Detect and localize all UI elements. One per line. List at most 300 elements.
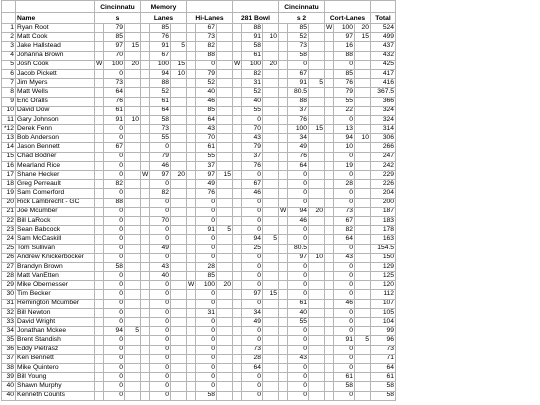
bonus-cell: [217, 272, 233, 281]
bonus-cell: [125, 51, 141, 60]
score-cell: 43: [288, 354, 309, 363]
bonus-cell: [217, 373, 233, 382]
flag-cell: [187, 97, 196, 106]
table-row: [2, 79, 396, 88]
bonus-cell: [309, 272, 325, 281]
bowler-name-cell: Mike Quintero: [16, 363, 95, 372]
bonus-cell: [263, 363, 279, 372]
score-cell: 61: [242, 51, 263, 60]
flag-cell: [187, 318, 196, 327]
score-cell: 0: [288, 345, 309, 354]
bonus-cell: [355, 180, 371, 189]
bowler-name-cell: Chad Bodner: [16, 152, 95, 161]
flag-cell: [325, 253, 334, 262]
rank-cell: 31: [2, 299, 16, 308]
header-hi-lanes: Hi-Lanes: [187, 13, 233, 24]
score-cell: 0: [288, 235, 309, 244]
bowler-name-cell: David Wright: [16, 318, 95, 327]
table-row: [2, 60, 396, 69]
flag-cell: [325, 97, 334, 106]
score-cell: 0: [150, 235, 171, 244]
flag-cell: [233, 363, 242, 372]
bonus-cell: [263, 354, 279, 363]
score-cell: 82: [196, 42, 217, 51]
bonus-cell: [217, 42, 233, 51]
bonus-cell: [309, 115, 325, 124]
flag-cell: [95, 244, 104, 253]
flag-cell: [141, 115, 150, 124]
bonus-cell: [309, 51, 325, 60]
score-cell: 0: [242, 216, 263, 225]
score-cell: 73: [150, 125, 171, 134]
bonus-cell: [171, 308, 187, 317]
total-cell: 104: [371, 318, 396, 327]
bonus-cell: 5: [309, 79, 325, 88]
table-row: [2, 382, 396, 391]
score-cell: 85: [288, 24, 309, 33]
bowler-name-cell: Bill Newton: [16, 308, 95, 317]
flag-cell: [325, 244, 334, 253]
bowler-name-cell: Remington Mcumber: [16, 299, 95, 308]
bonus-cell: [171, 198, 187, 207]
bonus-cell: [355, 373, 371, 382]
bowler-name-cell: Sam Comerford: [16, 189, 95, 198]
rank-cell: 3: [2, 42, 16, 51]
bonus-cell: 15: [263, 290, 279, 299]
score-cell: 28: [334, 180, 355, 189]
flag-cell: [233, 51, 242, 60]
score-cell: 0: [104, 290, 125, 299]
score-cell: 64: [196, 115, 217, 124]
score-cell: 0: [196, 60, 217, 69]
score-cell: 82: [334, 226, 355, 235]
bonus-cell: [263, 216, 279, 225]
flag-cell: [95, 373, 104, 382]
bonus-cell: [263, 125, 279, 134]
total-cell: 107: [371, 299, 396, 308]
score-cell: 79: [104, 24, 125, 33]
flag-cell: [325, 299, 334, 308]
bonus-cell: [263, 382, 279, 391]
bowler-name-cell: Bob Anderson: [16, 134, 95, 143]
score-cell: 88: [334, 51, 355, 60]
bonus-cell: [263, 42, 279, 51]
score-cell: 0: [104, 363, 125, 372]
score-cell: 37: [196, 161, 217, 170]
flag-cell: [95, 262, 104, 271]
flag-cell: [233, 115, 242, 124]
score-cell: 0: [104, 253, 125, 262]
score-cell: 0: [288, 262, 309, 271]
score-cell: 0: [150, 226, 171, 235]
score-cell: 0: [334, 198, 355, 207]
bonus-cell: [217, 253, 233, 262]
bowler-name-cell: Mearland Rice: [16, 161, 95, 170]
bonus-cell: [309, 318, 325, 327]
score-cell: 67: [242, 180, 263, 189]
flag-cell: [279, 69, 288, 78]
table-row: [2, 216, 396, 225]
score-cell: 0: [196, 235, 217, 244]
score-cell: 0: [288, 226, 309, 235]
bonus-cell: [217, 290, 233, 299]
score-cell: 0: [104, 69, 125, 78]
flag-cell: [141, 134, 150, 143]
total-cell: 99: [371, 327, 396, 336]
bonus-cell: [125, 161, 141, 170]
bonus-cell: [309, 69, 325, 78]
rank-cell: 34: [2, 327, 16, 336]
bonus-cell: [217, 106, 233, 115]
bonus-cell: [125, 134, 141, 143]
flag-cell: [233, 125, 242, 134]
bonus-cell: [217, 134, 233, 143]
score-cell: 61: [104, 106, 125, 115]
table-row: [2, 51, 396, 60]
score-cell: 0: [242, 171, 263, 180]
flag-cell: W: [188, 280, 195, 288]
header-281-bowl: 281 Bowl: [233, 13, 279, 24]
flag-cell: [325, 171, 334, 180]
bonus-cell: [125, 24, 141, 33]
flag-cell: [141, 391, 150, 400]
bonus-cell: [217, 180, 233, 189]
bonus-cell: [125, 97, 141, 106]
flag-cell: [233, 235, 242, 244]
score-cell: 40: [242, 97, 263, 106]
score-cell: 0: [150, 299, 171, 308]
bonus-cell: [263, 327, 279, 336]
flag-cell: [187, 198, 196, 207]
rank-cell: 35: [2, 336, 16, 345]
flag-cell: W: [142, 170, 149, 178]
flag-cell: [325, 318, 334, 327]
bonus-cell: [309, 216, 325, 225]
bonus-cell: [171, 272, 187, 281]
bonus-cell: [263, 134, 279, 143]
score-cell: 0: [104, 189, 125, 198]
bowler-name-cell: Sean Babcock: [16, 226, 95, 235]
flag-cell: [279, 336, 288, 345]
bonus-cell: [171, 253, 187, 262]
score-cell: 28: [196, 262, 217, 271]
table-row: [2, 207, 396, 216]
bonus-cell: 20: [309, 207, 325, 216]
bonus-cell: 15: [217, 171, 233, 180]
flag-cell: [187, 24, 196, 33]
flag-cell: [325, 216, 334, 225]
rank-cell: 23: [2, 226, 16, 235]
score-cell: 43: [242, 134, 263, 143]
flag-cell: [141, 336, 150, 345]
flag-cell: [95, 391, 104, 400]
score-cell: 0: [196, 363, 217, 372]
total-cell: 432: [371, 51, 396, 60]
flag-cell: [95, 354, 104, 363]
score-cell: 25: [242, 244, 263, 253]
score-cell: 0: [104, 299, 125, 308]
score-cell: 58: [150, 115, 171, 124]
bowler-name-cell: Brent Standish: [16, 336, 95, 345]
flag-cell: [141, 42, 150, 51]
flag-cell: [325, 88, 334, 97]
score-cell: 76: [104, 97, 125, 106]
flag-cell: [233, 24, 242, 33]
bonus-cell: [309, 60, 325, 69]
flag-cell: [325, 308, 334, 317]
flag-cell: [279, 88, 288, 97]
bonus-cell: 20: [217, 281, 233, 290]
flag-cell: [95, 318, 104, 327]
score-cell: 0: [150, 354, 171, 363]
flag-cell: [187, 171, 196, 180]
total-cell: 129: [371, 262, 396, 271]
bonus-cell: 10: [309, 253, 325, 262]
bonus-cell: 15: [309, 125, 325, 134]
score-cell: 0: [196, 345, 217, 354]
flag-cell: [233, 262, 242, 271]
table-row: [2, 327, 396, 336]
total-cell: 366: [371, 97, 396, 106]
flag-cell: [95, 143, 104, 152]
bonus-cell: [217, 79, 233, 88]
score-cell: 64: [334, 235, 355, 244]
bonus-cell: [125, 69, 141, 78]
score-cell: 0: [242, 281, 263, 290]
bonus-cell: [263, 226, 279, 235]
rank-cell: 11: [2, 115, 16, 124]
flag-cell: [279, 143, 288, 152]
bonus-cell: [309, 198, 325, 207]
bonus-cell: [217, 143, 233, 152]
flag-cell: [187, 79, 196, 88]
bonus-cell: [309, 88, 325, 97]
flag-cell: [141, 207, 150, 216]
score-cell: 43: [334, 253, 355, 262]
bonus-cell: [125, 198, 141, 207]
bonus-cell: [263, 207, 279, 216]
bonus-cell: [355, 125, 371, 134]
flag-cell: [141, 345, 150, 354]
standings-sheet: [1, 0, 396, 401]
bonus-cell: [217, 327, 233, 336]
flag-cell: [233, 88, 242, 97]
flag-cell: [233, 198, 242, 207]
flag-cell: [141, 24, 150, 33]
bowler-name-cell: Eddy Pietrasz: [16, 345, 95, 354]
rank-cell: 36: [2, 345, 16, 354]
rank-cell: 19: [2, 189, 16, 198]
bonus-cell: [125, 345, 141, 354]
score-cell: 0: [150, 281, 171, 290]
flag-cell: [187, 180, 196, 189]
rank-cell: 7: [2, 79, 16, 88]
score-cell: 79: [150, 152, 171, 161]
flag-cell: [233, 308, 242, 317]
score-cell: 100: [196, 281, 217, 290]
score-cell: 61: [334, 373, 355, 382]
bonus-cell: [125, 272, 141, 281]
flag-cell: [325, 180, 334, 189]
bonus-cell: [263, 336, 279, 345]
score-cell: 0: [104, 318, 125, 327]
bonus-cell: [263, 198, 279, 207]
total-cell: 64: [371, 363, 396, 372]
flag-cell: [95, 79, 104, 88]
score-cell: 0: [104, 152, 125, 161]
flag-cell: [325, 152, 334, 161]
bonus-cell: [125, 216, 141, 225]
flag-cell: [95, 115, 104, 124]
bowler-name-cell: Ryan Root: [16, 24, 95, 33]
flag-cell: [187, 207, 196, 216]
flag-cell: [95, 327, 104, 336]
bonus-cell: [355, 272, 371, 281]
flag-cell: [279, 79, 288, 88]
flag-cell: [233, 189, 242, 198]
table-row: [2, 226, 396, 235]
bowler-name-cell: Jonathan Mckee: [16, 327, 95, 336]
rank-cell: 33: [2, 318, 16, 327]
flag-cell: [279, 363, 288, 372]
bonus-cell: [355, 69, 371, 78]
flag-cell: [233, 345, 242, 354]
score-cell: 0: [196, 244, 217, 253]
bonus-cell: [309, 373, 325, 382]
flag-cell: [233, 226, 242, 235]
bonus-cell: [355, 115, 371, 124]
bonus-cell: [217, 69, 233, 78]
score-cell: 0: [104, 244, 125, 253]
table-row: [2, 299, 396, 308]
flag-cell: [95, 281, 104, 290]
flag-cell: [187, 143, 196, 152]
flag-cell: [279, 115, 288, 124]
flag-cell: [187, 290, 196, 299]
bonus-cell: [355, 189, 371, 198]
bonus-cell: [355, 106, 371, 115]
bonus-cell: [263, 161, 279, 170]
rank-cell: 18: [2, 180, 16, 189]
bonus-cell: [125, 363, 141, 372]
score-cell: 34: [288, 134, 309, 143]
flag-cell: [95, 134, 104, 143]
flag-cell: [95, 299, 104, 308]
flag-cell: [187, 60, 196, 69]
bonus-cell: [217, 97, 233, 106]
bowler-name-cell: Tim Becker: [16, 290, 95, 299]
bowler-name-cell: Matt VanEtten: [16, 272, 95, 281]
bonus-cell: [355, 207, 371, 216]
bonus-cell: [125, 391, 141, 400]
bonus-cell: [309, 161, 325, 170]
flag-cell: [141, 281, 150, 290]
score-cell: 64: [242, 363, 263, 372]
score-cell: 13: [334, 125, 355, 134]
flag-cell: [233, 327, 242, 336]
flag-cell: [187, 272, 196, 281]
bonus-cell: [263, 262, 279, 271]
bonus-cell: [355, 345, 371, 354]
total-cell: 242: [371, 161, 396, 170]
flag-cell: [233, 244, 242, 253]
bonus-cell: [355, 382, 371, 391]
score-cell: 82: [104, 180, 125, 189]
bonus-cell: [125, 262, 141, 271]
bonus-cell: [263, 253, 279, 262]
total-cell: 58: [371, 391, 396, 400]
rank-cell: 8: [2, 88, 16, 97]
bonus-cell: [263, 391, 279, 400]
flag-cell: [95, 42, 104, 51]
bonus-cell: [309, 308, 325, 317]
bonus-cell: [125, 382, 141, 391]
flag-cell: [141, 189, 150, 198]
bonus-cell: [309, 171, 325, 180]
bonus-cell: [309, 262, 325, 271]
bonus-cell: [217, 244, 233, 253]
flag-cell: [279, 354, 288, 363]
total-cell: 163: [371, 235, 396, 244]
score-cell: 94: [334, 134, 355, 143]
score-cell: 70: [104, 51, 125, 60]
score-cell: 73: [104, 79, 125, 88]
score-cell: 0: [104, 134, 125, 143]
flag-cell: [325, 382, 334, 391]
flag-cell: [95, 235, 104, 244]
score-cell: 0: [104, 207, 125, 216]
table-row: [2, 272, 396, 281]
flag-cell: [279, 33, 288, 42]
flag-cell: [279, 318, 288, 327]
flag-cell: [141, 253, 150, 262]
bonus-cell: [125, 354, 141, 363]
total-cell: 314: [371, 125, 396, 134]
bonus-cell: [263, 152, 279, 161]
score-cell: 73: [288, 42, 309, 51]
flag-cell: [187, 106, 196, 115]
header-cincinnatus-2-cont: s 2: [279, 13, 325, 24]
score-cell: 0: [104, 308, 125, 317]
total-cell: 266: [371, 143, 396, 152]
bonus-cell: [355, 244, 371, 253]
bonus-cell: [171, 79, 187, 88]
score-cell: 0: [196, 253, 217, 262]
bonus-cell: [217, 345, 233, 354]
score-cell: 52: [288, 33, 309, 42]
bonus-cell: [171, 262, 187, 271]
flag-cell: [233, 281, 242, 290]
bowler-name-cell: Kenneth Counts: [16, 391, 95, 400]
flag-cell: [187, 308, 196, 317]
score-cell: 73: [242, 345, 263, 354]
bonus-cell: [171, 24, 187, 33]
score-cell: 55: [334, 97, 355, 106]
bonus-cell: [309, 354, 325, 363]
bonus-cell: [263, 69, 279, 78]
bonus-cell: [263, 318, 279, 327]
bonus-cell: [309, 24, 325, 33]
score-cell: 0: [150, 143, 171, 152]
bonus-cell: [217, 60, 233, 69]
score-cell: 0: [196, 207, 217, 216]
flag-cell: [95, 382, 104, 391]
flag-cell: [141, 327, 150, 336]
score-cell: 58: [104, 262, 125, 271]
table-row: [2, 391, 396, 400]
flag-cell: [187, 125, 196, 134]
score-cell: 22: [334, 106, 355, 115]
